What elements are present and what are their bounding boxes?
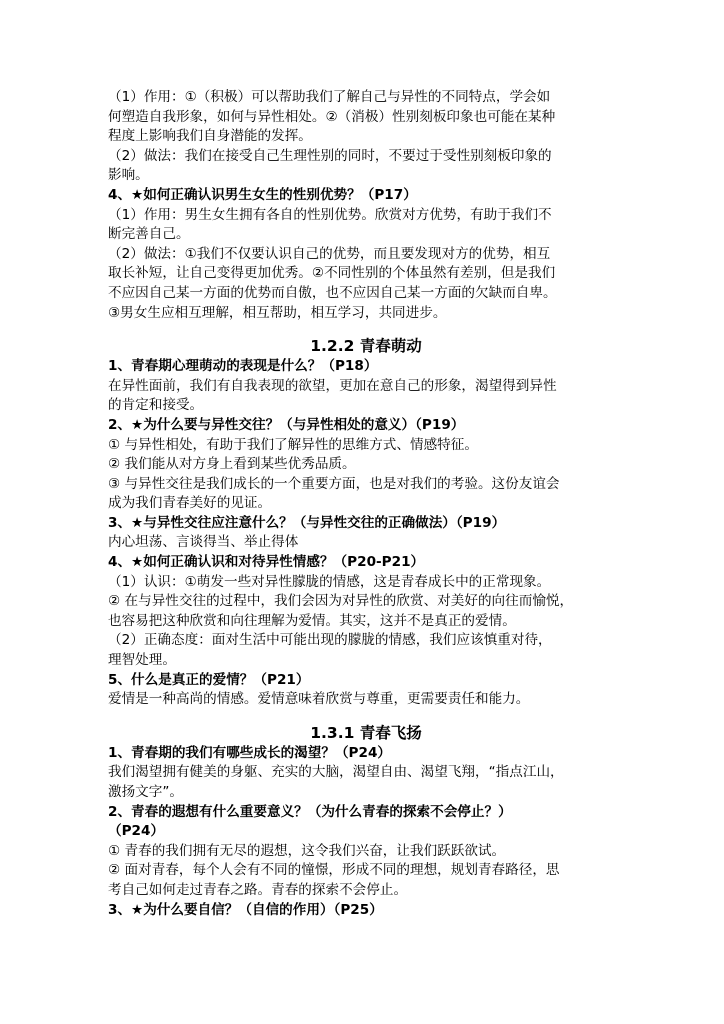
- text-line: ② 面对青春，每个人会有不同的憧憬，形成不同的理想，规划青春路径，思: [108, 862, 560, 879]
- question-heading: 2、青春的遐想有什么重要意义？（为什么青春的探索不会停止？）: [108, 803, 512, 820]
- text-line: 断完善自己。: [108, 226, 190, 243]
- question-heading: 3、★为什么要自信？（自信的作用）（P25）: [108, 901, 383, 918]
- text-line: 取长补短，让自己变得更加优秀。②不同性别的个体虽然有差别，但是我们: [108, 265, 556, 282]
- section-heading: 1.2.2 青春萌动: [310, 337, 422, 356]
- text-line: 在异性面前，我们有自我表现的欲望，更加在意自己的形象，渴望得到异性: [108, 377, 557, 394]
- text-line: 的肯定和接受。: [108, 397, 204, 414]
- text-line: 不应因自己某一方面的优势而自傲，也不应因自己某一方面的欠缺而自卑。: [108, 284, 557, 301]
- text-line: 影响。: [108, 167, 149, 184]
- text-line: 内心坦荡、言谈得当、举止得体: [108, 534, 299, 551]
- question-heading: 4、★如何正确认识和对待异性情感？（P20-P21）: [108, 554, 425, 571]
- question-heading: 3、★与异性交往应注意什么？（与异性交往的正确做法）（P19）: [108, 514, 506, 531]
- text-line: ① 与异性相处，有助于我们了解异性的思维方式、情感特征。: [108, 436, 478, 453]
- question-heading: 1、青春期的我们有哪些成长的渴望？（P24）: [108, 744, 392, 761]
- text-line: 激扬文字”。: [108, 784, 184, 800]
- text-line: 我们渴望拥有健美的身躯、充实的大脑，渴望自由、渴望飞翔，“指点江山，: [108, 764, 564, 781]
- text-line: ① 青春的我们拥有无尽的遐想，这令我们兴奋，让我们跃跃欲试。: [108, 842, 506, 859]
- spacer: [108, 323, 624, 335]
- text-line: （1）作用：男生女生拥有各自的性别优势。欣赏对方优势，有助于我们不: [108, 206, 552, 223]
- text-line: ② 我们能从对方身上看到某些优秀品质。: [108, 456, 356, 473]
- text-line: （2）正确态度：面对生活中可能出现的朦胧的情感，我们应该慎重对待，: [108, 632, 552, 649]
- text-line: ③ 与异性交往是我们成长的一个重要方面，也是对我们的考验。这份友谊会: [108, 475, 560, 492]
- text-line: 爱情是一种高尚的情感。爱情意味着欣赏与尊重，更需要责任和能力。: [108, 691, 530, 708]
- text-line: ③男女生应相互理解，相互帮助，相互学习，共同进步。: [108, 304, 447, 321]
- text-line: 成为我们青春美好的见证。: [108, 495, 272, 512]
- document-page: [108, 88, 624, 920]
- text-line: 也容易把这种欣赏和向往理解为爱情。其实，这并不是真正的爱情。: [108, 612, 516, 629]
- text-line: 考自己如何走过青春之路。青春的探索不会停止。: [108, 881, 408, 898]
- question-heading: 4、★如何正确认识男生女生的性别优势？（P17）: [108, 186, 417, 203]
- question-heading: 2、★为什么要与异性交往？（与异性相处的意义）（P19）: [108, 416, 465, 433]
- text-line: （2）做法：①我们不仅要认识自己的优势，而且要发现对方的优势，相互: [108, 245, 551, 262]
- spacer: [108, 710, 624, 722]
- text-line: 理智处理。: [108, 652, 176, 669]
- text-line: （2）做法：我们在接受自己生理性别的同时，不要过于受性别刻板印象的: [108, 147, 552, 164]
- question-heading: 1、青春期心理萌动的表现是什么？（P18）: [108, 358, 378, 375]
- text-line: ② 在与异性交往的过程中，我们会因为对异性的欣赏、对美好的向往而愉悦，: [108, 593, 574, 610]
- section-heading: 1.3.1 青春飞扬: [310, 723, 422, 742]
- text-line: 程度上影响我们自身潜能的发挥。: [108, 128, 312, 145]
- text-line: （1）认识：①萌发一些对异性朦胧的情感，这是青春成长中的正常现象。: [108, 573, 551, 590]
- text-line: 何塑造自我形象，如何与异性相处。②（消极）性别刻板印象也可能在某种: [108, 108, 556, 125]
- text-line: （1）作用：①（积极）可以帮助我们了解自己与异性的不同特点，学会如: [108, 89, 551, 105]
- question-heading: （P24）: [108, 823, 165, 840]
- question-heading: 5、什么是真正的爱情？（P21）: [108, 671, 310, 688]
